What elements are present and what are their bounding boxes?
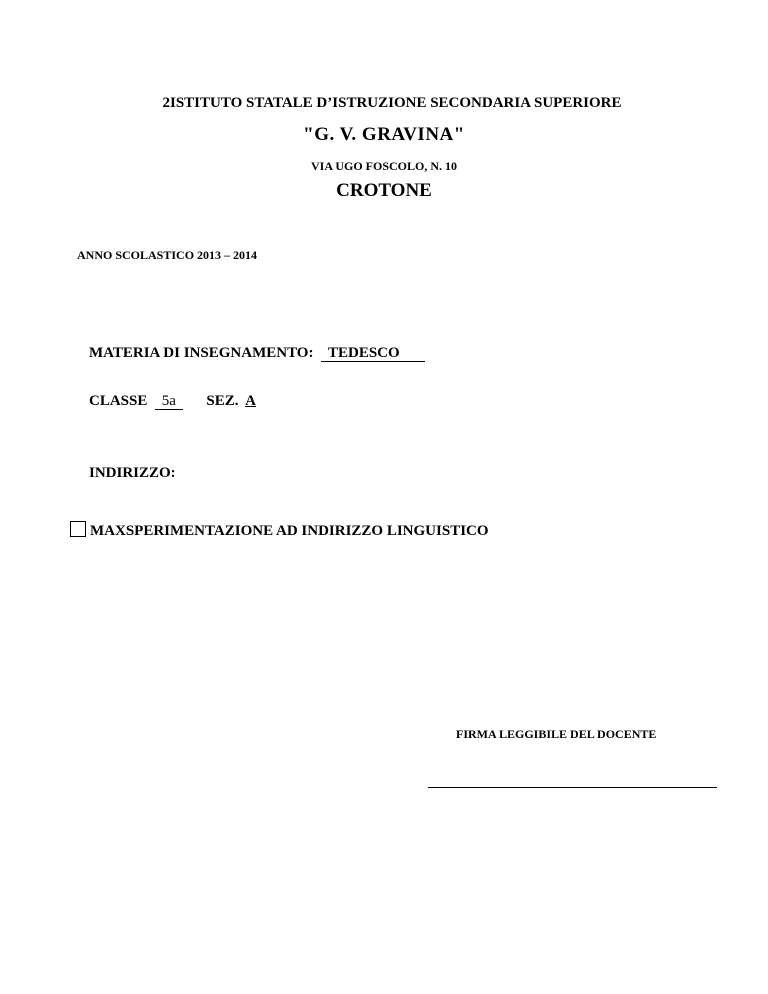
class-value: 5a (155, 394, 183, 410)
subject-value: TEDESCO (321, 346, 425, 362)
curriculum-option-label: MAXSPERIMENTAZIONE AD INDIRIZZO LINGUISTICO (90, 523, 489, 539)
section-value: A (245, 393, 256, 409)
school-address: VIA UGO FOSCOLO, N. 10 (310, 159, 457, 173)
curriculum-option[interactable] (70, 521, 489, 540)
signature-line (428, 787, 717, 788)
institute-heading: 2ISTITUTO STATALE D’ISTRUZIONE SECONDARIA SUPERIORE (162, 95, 622, 111)
school-year: ANNO SCOLASTICO 2013 – 2014 (77, 248, 258, 262)
subject-row (89, 345, 425, 362)
section-label: SEZ. (206, 393, 239, 409)
curriculum-label: INDIRIZZO: (89, 465, 176, 481)
subject-separator: : (308, 345, 314, 361)
school-city: CROTONE (336, 180, 432, 201)
signature-label: FIRMA LEGGIBILE DEL DOCENTE (456, 727, 657, 741)
curriculum-checkbox[interactable] (70, 521, 86, 537)
class-label: CLASSE (89, 393, 148, 409)
class-row (89, 393, 256, 410)
subject-label: MATERIA DI INSEGNAMENTO (89, 345, 309, 361)
school-name: "G. V. GRAVINA" (303, 124, 465, 145)
